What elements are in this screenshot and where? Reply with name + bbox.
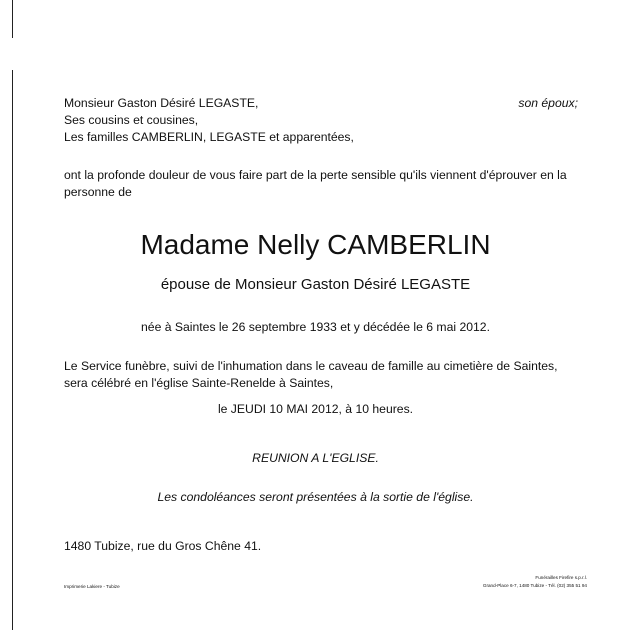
funeral-home-name: Funérailles Firefire s.p.r.l. bbox=[535, 575, 587, 580]
announcement-line-2: personne de bbox=[64, 185, 132, 199]
family-husband-role: son époux; bbox=[518, 96, 578, 110]
family-address: 1480 Tubize, rue du Gros Chêne 41. bbox=[64, 539, 262, 553]
service-line-1: Le Service funèbre, suivi de l'inhumation dans le caveau de famille au cimetière de Saintes, bbox=[64, 359, 558, 373]
meeting-notice: REUNION A L'EGLISE. bbox=[252, 451, 379, 465]
family-families: Les familles CAMBERLIN, LEGASTE et apparentées, bbox=[64, 130, 354, 144]
condolences-notice: Les condoléances seront présentées à la sortie de l'église. bbox=[157, 490, 474, 504]
funeral-home-address: Grand-Place 6-7, 1480 Tubize - Tél. (02) 355 51 94 bbox=[482, 583, 587, 588]
deceased-spouse: épouse de Monsieur Gaston Désiré LEGASTE bbox=[160, 276, 471, 293]
deceased-name: Madame Nelly CAMBERLIN bbox=[140, 229, 491, 260]
service-datetime: le JEUDI 10 MAI 2012, à 10 heures. bbox=[217, 402, 414, 416]
announcement-line-1: ont la profonde douleur de vous faire part de la perte sensible qu'ils viennent d'éprouver en la bbox=[64, 168, 567, 182]
printer-credit: Imprimerie Lakiere - Tubize bbox=[64, 584, 120, 589]
service-line-2: sera célébré en l'église Sainte-Renelde à Saintes, bbox=[64, 376, 334, 390]
fold-line-bottom bbox=[12, 70, 13, 630]
family-cousins: Ses cousins et cousines, bbox=[64, 113, 199, 127]
fold-line-top bbox=[12, 0, 13, 38]
family-husband: Monsieur Gaston Désiré LEGASTE, bbox=[64, 96, 259, 110]
deceased-dates: née à Saintes le 26 septembre 1933 et y décédée le 6 mai 2012. bbox=[141, 320, 490, 334]
